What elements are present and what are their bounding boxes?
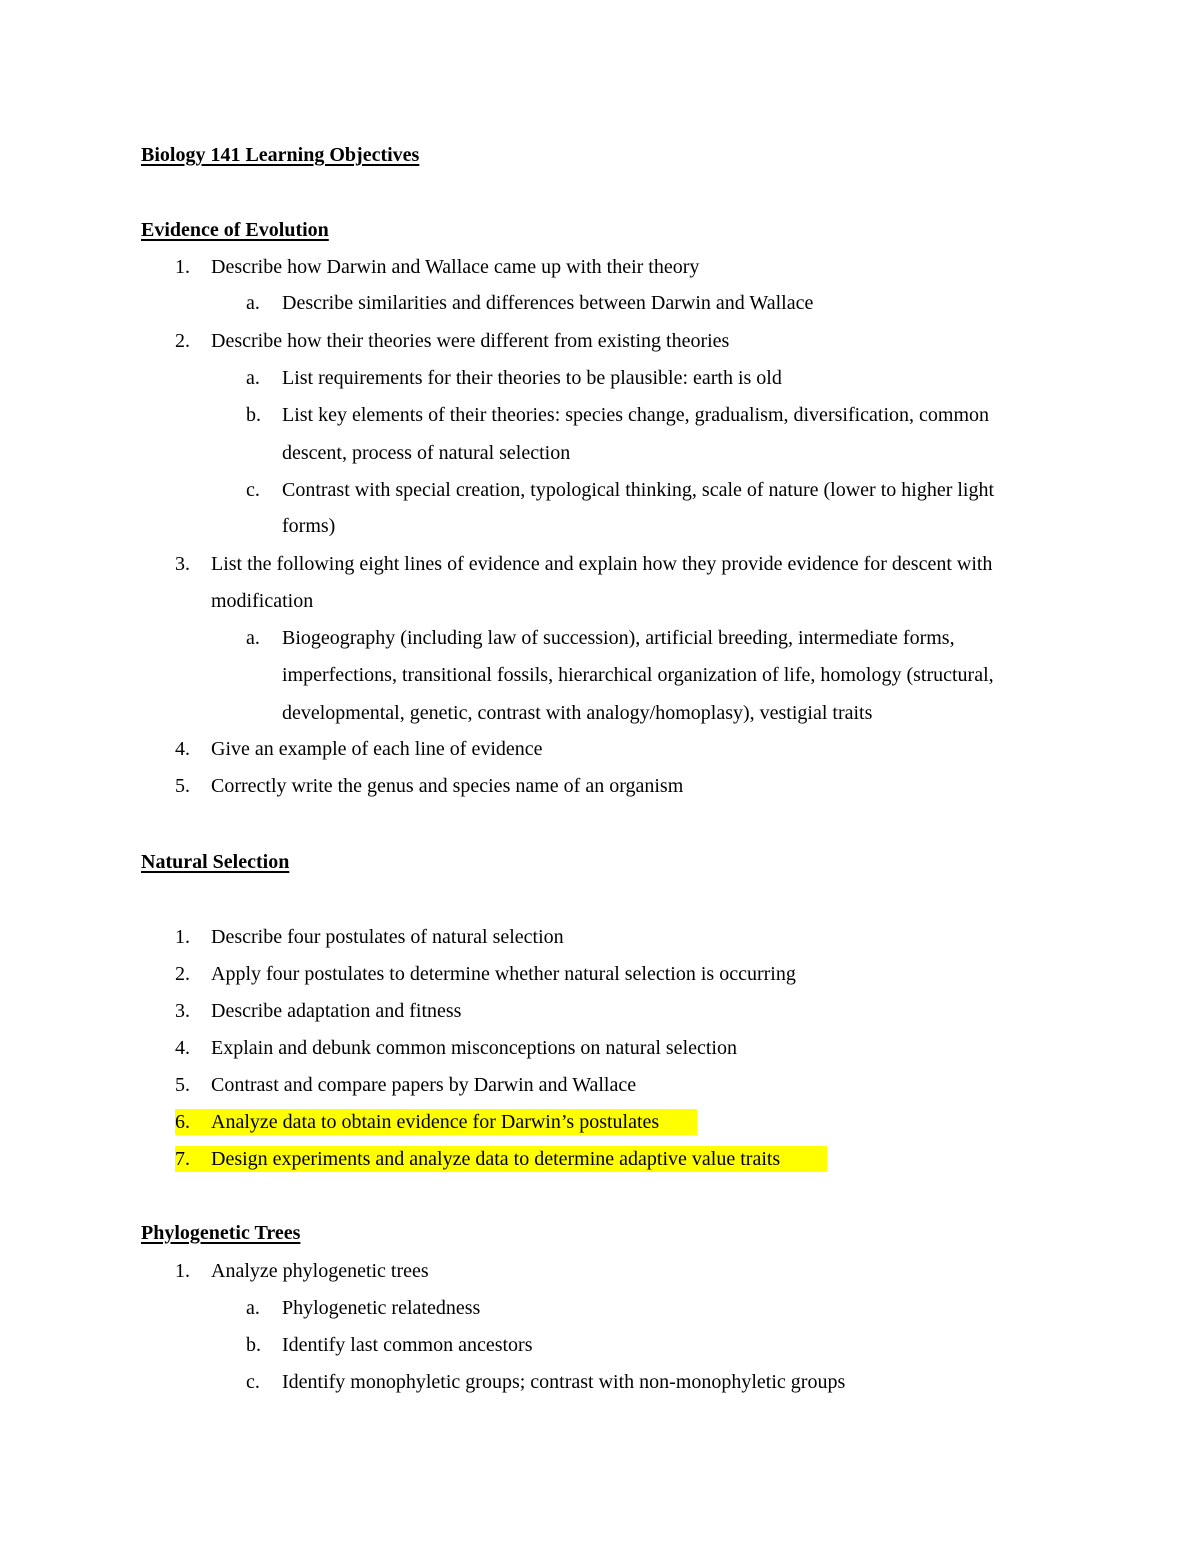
subitem-text-continued: descent, process of natural selection: [282, 442, 571, 464]
subitem-text-continued: developmental, genetic, contrast with analogy/homoplasy), vestigial traits: [282, 702, 873, 724]
item-text: Describe how Darwin and Wallace came up with their theory: [211, 256, 700, 278]
item-number: 1.: [175, 1260, 190, 1282]
item-number: 1.: [175, 256, 190, 278]
item-number: 4.: [175, 1037, 190, 1059]
subitem-text: Identify last common ancestors: [282, 1334, 533, 1356]
item-text: Explain and debunk common misconceptions on natural selection: [211, 1037, 737, 1059]
item-text: Correctly write the genus and species name of an organism: [211, 775, 684, 797]
item-number: 2.: [175, 330, 190, 352]
item-text: Give an example of each line of evidence: [211, 738, 543, 760]
subitem-text: Identify monophyletic groups; contrast with non-monophyletic groups: [282, 1371, 846, 1393]
subitem-letter: a.: [246, 367, 260, 389]
section-heading-natural-selection: Natural Selection: [141, 851, 290, 873]
item-text: Describe how their theories were different from existing theories: [211, 330, 730, 352]
item-number: 5.: [175, 775, 190, 797]
subitem-text: List key elements of their theories: species change, gradualism, diversification, common: [282, 404, 990, 426]
subitem-text: Describe similarities and differences between Darwin and Wallace: [282, 292, 814, 314]
item-number: 3.: [175, 553, 190, 575]
item-text: Analyze phylogenetic trees: [211, 1260, 429, 1282]
item-number: 1.: [175, 926, 190, 948]
item-text: Design experiments and analyze data to determine adaptive value traits: [211, 1148, 781, 1170]
item-number: 7.: [175, 1148, 190, 1170]
item-text: List the following eight lines of evidence and explain how they provide evidence for descent with: [211, 553, 993, 575]
subitem-text: Contrast with special creation, typological thinking, scale of nature (lower to higher light: [282, 479, 995, 501]
item-number: 5.: [175, 1074, 190, 1096]
section-heading-phylogenetic-trees: Phylogenetic Trees: [141, 1222, 301, 1244]
item-text-continued: modification: [211, 590, 314, 612]
subitem-letter: a.: [246, 292, 260, 314]
subitem-letter: c.: [246, 1371, 260, 1393]
subitem-letter: b.: [246, 1334, 261, 1356]
subitem-text-continued: forms): [282, 515, 336, 537]
subitem-text: Phylogenetic relatedness: [282, 1297, 481, 1319]
subitem-letter: a.: [246, 627, 260, 649]
item-text: Describe adaptation and fitness: [211, 1000, 462, 1022]
subitem-text: Biogeography (including law of succession), artificial breeding, intermediate forms,: [282, 627, 955, 649]
item-text: Describe four postulates of natural selection: [211, 926, 564, 948]
section-heading-evidence-of-evolution: Evidence of Evolution: [141, 219, 329, 241]
item-text: Apply four postulates to determine whether natural selection is occurring: [211, 963, 796, 985]
subitem-letter: b.: [246, 404, 261, 426]
subitem-text-continued: imperfections, transitional fossils, hierarchical organization of life, homology (structural,: [282, 664, 994, 686]
subitem-text: List requirements for their theories to be plausible: earth is old: [282, 367, 782, 389]
subitem-letter: c.: [246, 479, 260, 501]
item-text: Analyze data to obtain evidence for Darwin’s postulates: [211, 1111, 660, 1133]
item-number: 2.: [175, 963, 190, 985]
document-title: Biology 141 Learning Objectives: [141, 144, 420, 166]
item-number: 3.: [175, 1000, 190, 1022]
item-number: 6.: [175, 1111, 190, 1133]
item-number: 4.: [175, 738, 190, 760]
item-text: Contrast and compare papers by Darwin and Wallace: [211, 1074, 637, 1096]
subitem-letter: a.: [246, 1297, 260, 1319]
